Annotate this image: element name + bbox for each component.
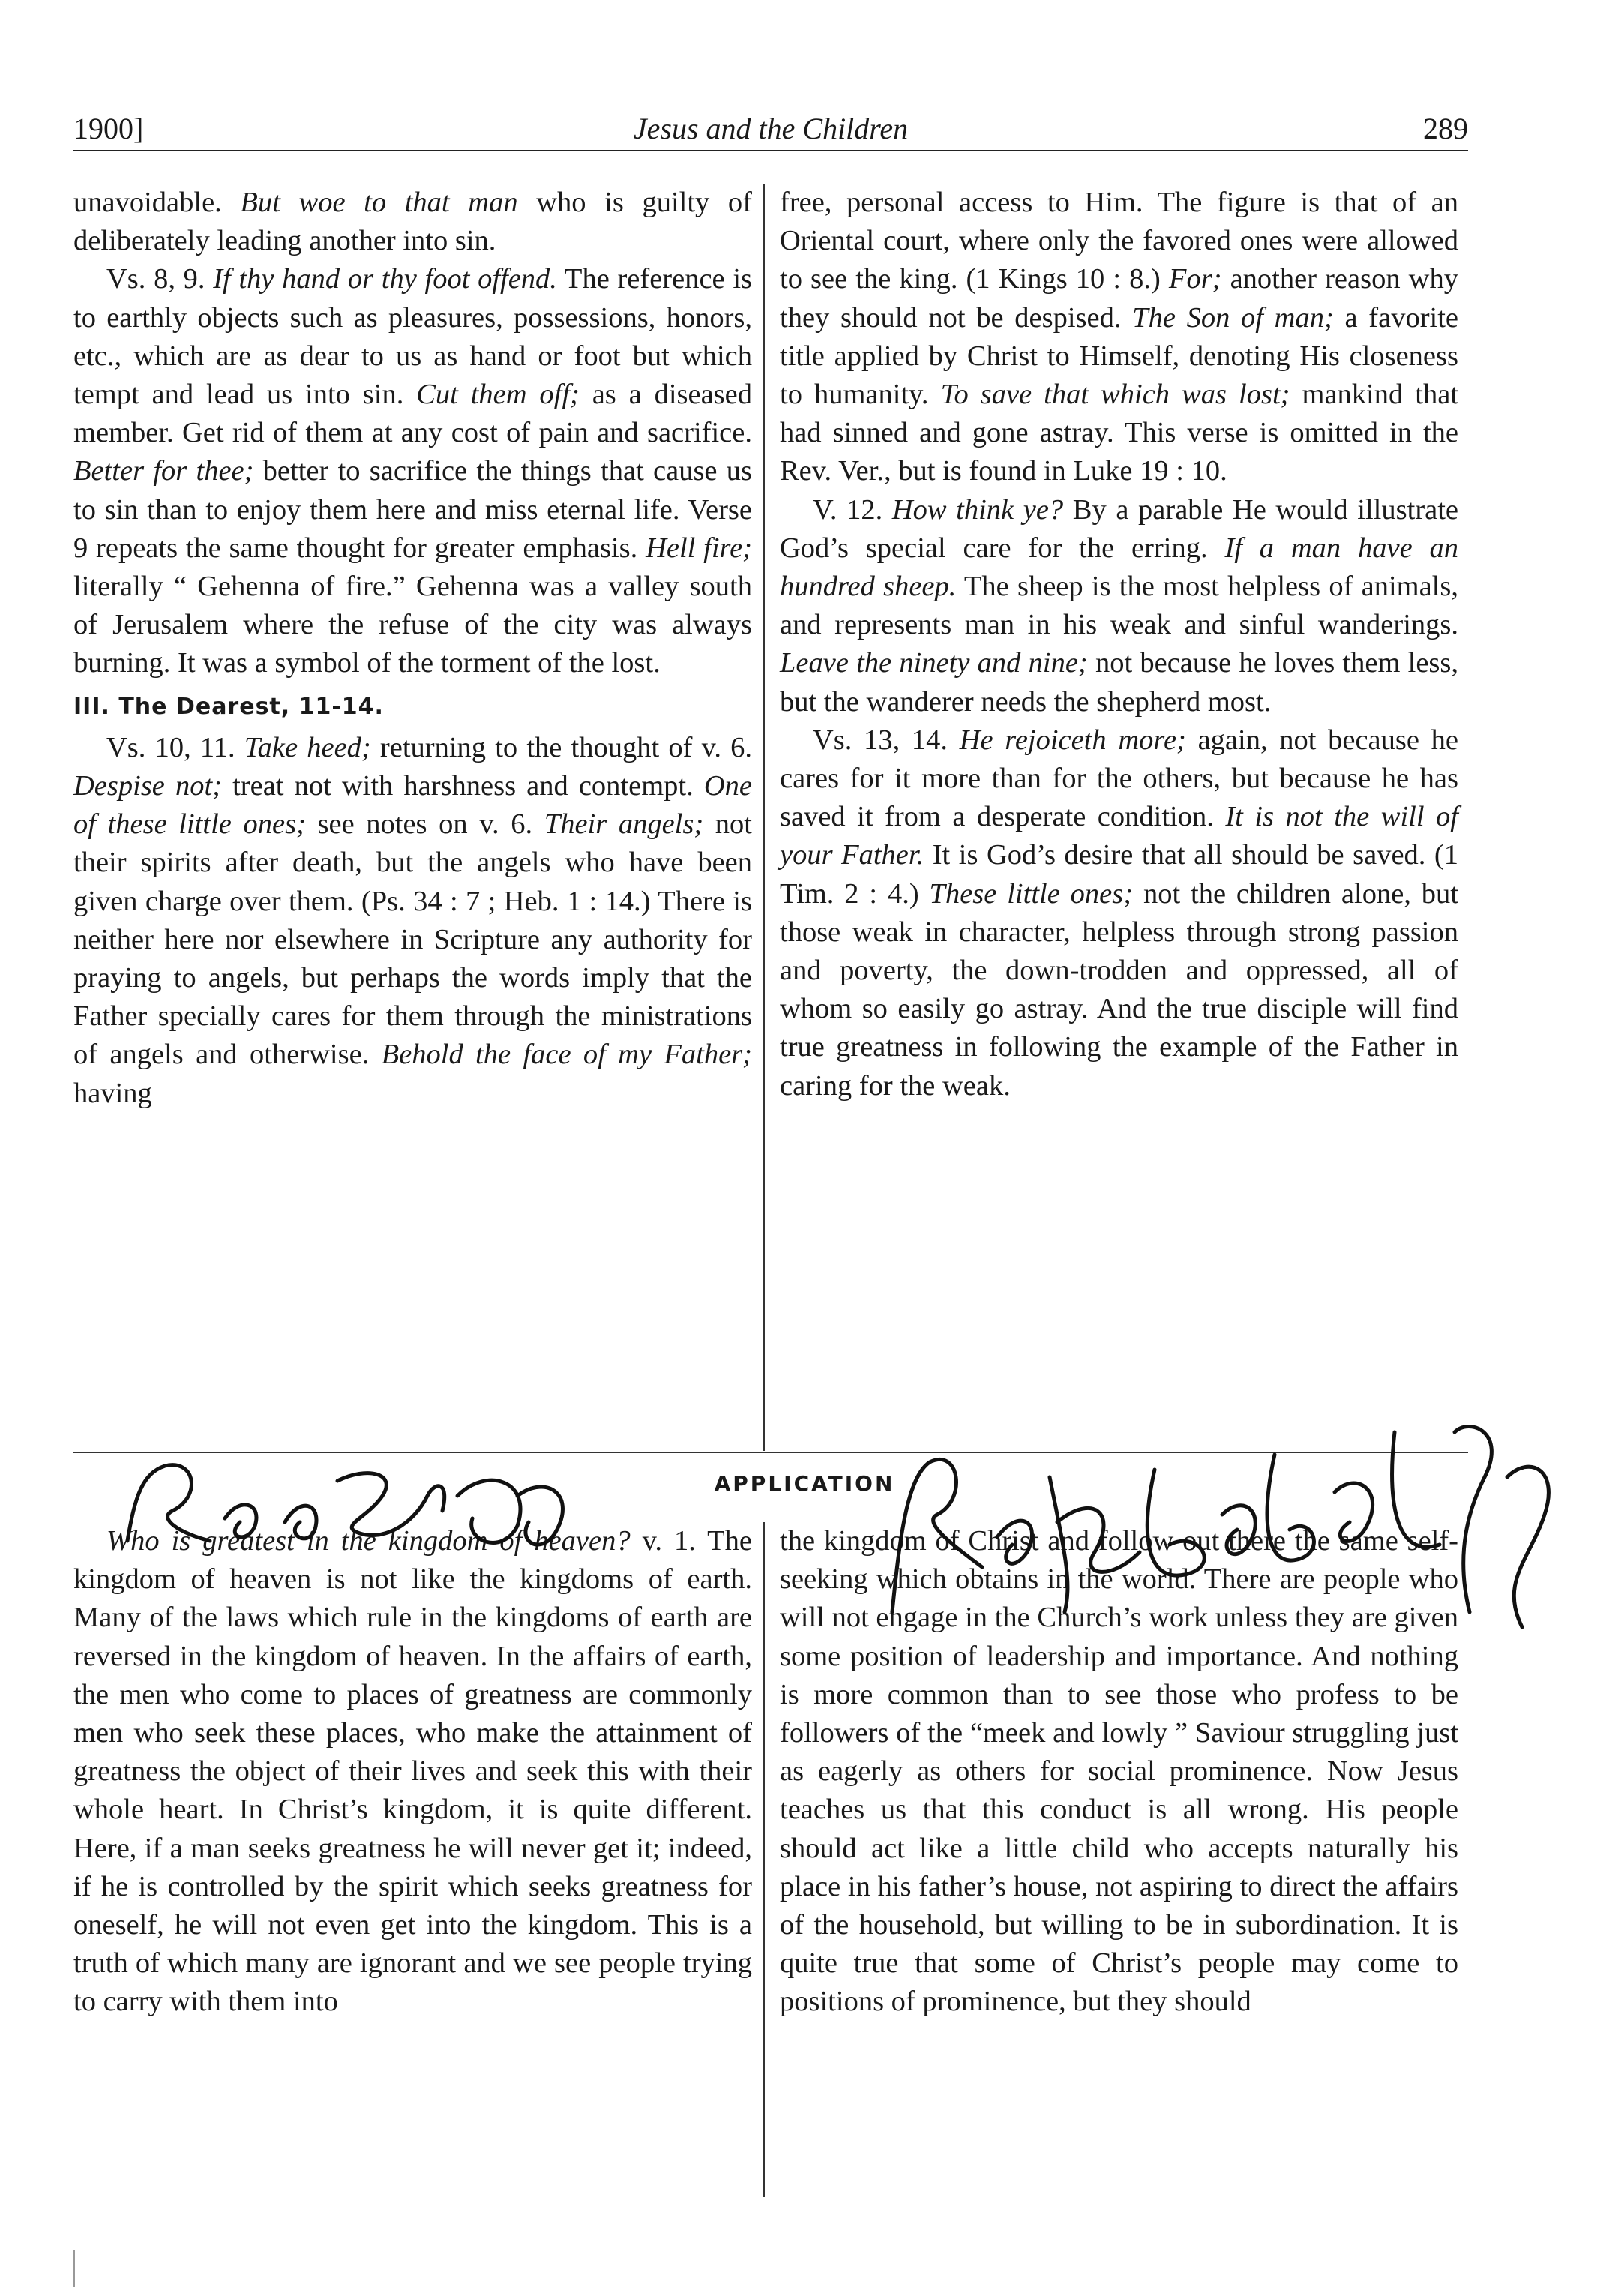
application-heading: APPLICATION (714, 1471, 895, 1496)
paragraph: Vs. 10, 11. Take heed; returning to the thought of v. 6. Despise not; treat not with harshness and contempt. One of these little ones; see notes on v. 6. Their angels; not their spirits after death, but the angels who have been given charge over them. (Ps. 34 : 7 ; Heb. 1 : 14.) There is neither here nor elsewhere in Scripture any authority for praying to angels, but perhaps the words imply that the Father specially cares for them through the ministrations of angels and otherwise. Behold the face of my Father; having (73, 731, 752, 1109)
paragraph: Who is greatest in the kingdom of heaven? v. 1. The kingdom of heaven is not like the kingdoms of earth. Many of the laws which rule in the kingdoms of earth are reversed in the kingdom of heaven. In the affairs of earth, the men who come to places of greatness are commonly men who seek these places, who make the attainment of greatness the object of their lives and seek this with their whole heart. In Christ’s kingdom, it is quite different. Here, if a man seeks greatness he will never get it; indeed, if he is controlled by the spirit which seeks greatness for oneself, he will not even get into the kingdom. This is a truth of which many are ignorant and we see people trying to carry with them into (73, 1525, 752, 2018)
paragraph: Vs. 13, 14. He rejoiceth more; again, not because he cares for it more than for the others, but because he has saved it from a desperate condition. It is not the will of your Father. It is God’s desire that all should be saved. (1 Tim. 2 : 4.) These little ones; not the children alone, but those weak in character, helpless through strong passion and poverty, the down-trodden and oppressed, all of whom so easily go astray. And the true disciple will find true greatness in following the example of the Father in caring for the weak. (780, 724, 1458, 1102)
section-heading: III. The Dearest, 11-14. (73, 693, 384, 720)
binding-mark (73, 2250, 75, 2287)
left-column-lower (73, 1522, 752, 2022)
paragraph: the kingdom of Christ and follow out there the same self-seeking which obtains in the world. There are people who will not engage in the Church’s work unless they are given some position of leadership and importance. And nothing is more common than to see those who profess to be followers of the “meek and lowly ” Saviour struggling just as eagerly as others for social prominence. Now Jesus teaches us that this conduct is all wrong. His people should act like a little child who accepts naturally his place in his father’s house, not aspiring to direct the affairs of the household, but willing to be in subordination. It is quite true that some of Christ’s people may come to positions of prominence, but they should (780, 1525, 1458, 2018)
left-column-upper (73, 184, 752, 1113)
running-head (73, 105, 1468, 151)
paragraph: V. 12. How think ye? By a parable He would illustrate God’s special care for the erring. If a man have an hundred sheep. The sheep is the most helpless of animals, and represents man in his weak and sinful wanderings. Leave the ninety and nine; not because he loves them less, but the wanderer needs the shepherd most. (780, 493, 1459, 718)
column-divider-lower (763, 1522, 765, 2197)
paragraph: unavoidable. But woe to that man who is guilty of deliberately leading another into sin. (73, 187, 752, 257)
section-rule (73, 1452, 1468, 1453)
paragraph: Vs. 8, 9. If thy hand or thy foot offend. The reference is to earthly objects such as pleasures, possessions, honors, etc., which are as dear to us as hand or foot but which tempt and lead us into sin. Cut them off; as a diseased member. Get rid of them at any cost of pain and sacrifice. Better for thee; better to sacrifice the things that cause us to sin than to enjoy them here and miss eternal life. Verse 9 repeats the same thought for greater emphasis. Hell fire; literally “ Gehenna of fire.” Gehenna was a valley south of Jerusalem where the refuse of the city was always burning. It was a symbol of the torment of the lost. (73, 263, 752, 679)
running-head-title: Jesus and the Children (633, 112, 909, 145)
running-head-year: 1900] (73, 112, 144, 145)
page-number: 289 (1423, 112, 1468, 145)
right-column-upper (780, 184, 1458, 1105)
right-column-lower (780, 1522, 1458, 2022)
paragraph: free, personal access to Him. The figure is that of an Oriental court, where only the favored ones were allowed to see the king. (1 Kings 10 : 8.) For; another reason why they should not be despised. The Son of man; a favorite title applied by Christ to Himself, denoting His closeness to humanity. To save that which was lost; mankind that had sinned and gone astray. This verse is omitted in the Rev. Ver., but is found in Luke 19 : 10. (780, 187, 1458, 487)
column-divider-upper (763, 184, 765, 1451)
